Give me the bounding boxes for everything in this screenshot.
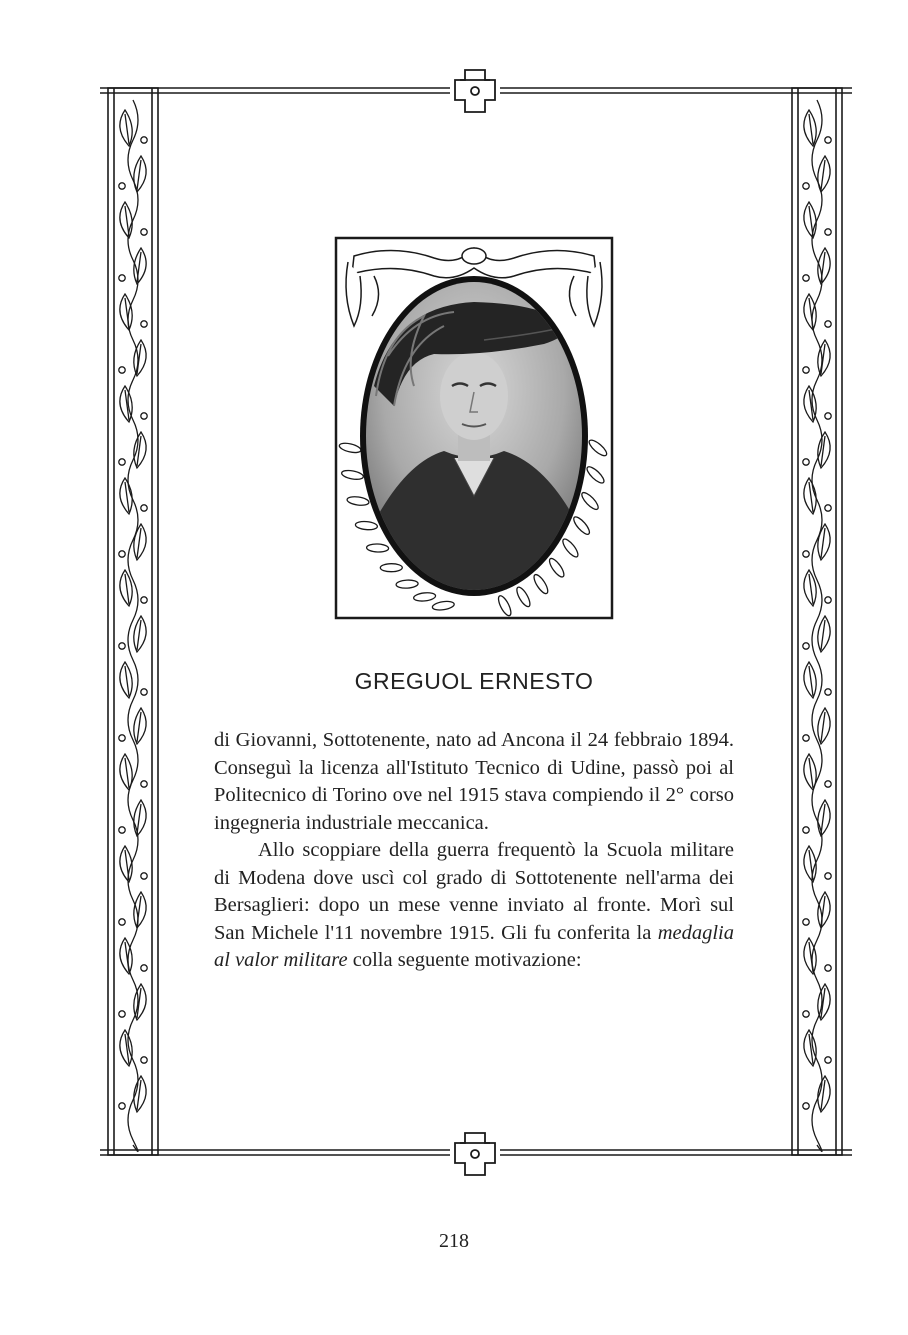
paragraph-2-ending: colla seguente motivazione: [347,949,582,971]
oak-leaf-border-icon [803,100,831,1151]
oak-leaf-border-icon [119,100,147,1151]
cross-ornament-icon [455,1133,495,1175]
paragraph-2-text: Allo scoppiare della guerra frequentò la Scuola militare di Modena dove uscì col grado di Sottotenente nell'arma dei Bersaglieri: dopo un mese venne inviato al fronte. Morì sul San Michele l'11 novembre 1915. Gli fu conferita la [214,839,734,944]
portrait-frame [334,236,614,620]
page-number: 218 [439,1230,469,1252]
cross-ornament-icon [455,70,495,112]
person-name-heading: GREGUOL ERNESTO [354,668,594,694]
medal-emphasis: medaglia al valor militare [214,921,734,971]
biography-paragraph-1: di Giovanni, Sottotenente, nato ad Ancona il 24 febbraio 1894. Conseguì la licenza all'Istituto Tecnico di Udine, passò poi al Politecnico di Torino ove nel 1915 stava compiendo il 2° corso ingegneria industriale meccanica. [214,729,734,834]
biography-paragraph-2 [214,837,734,975]
biography-text [214,727,734,975]
